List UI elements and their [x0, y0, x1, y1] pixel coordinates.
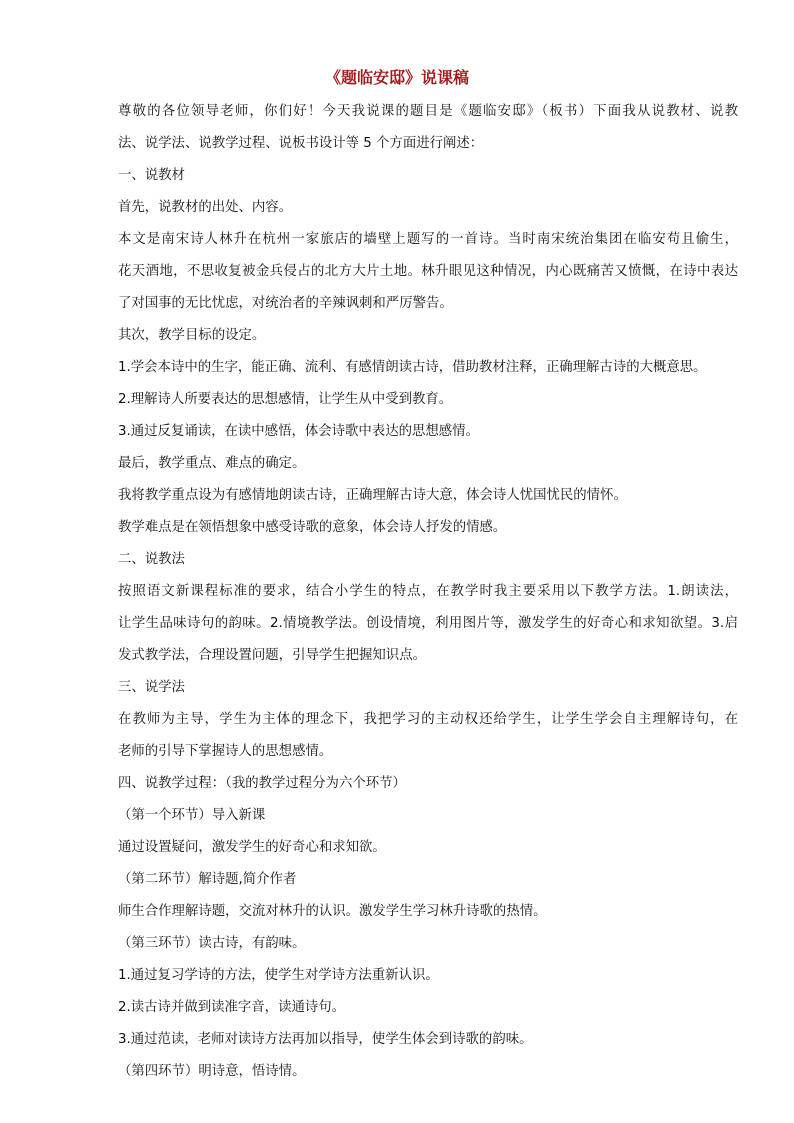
list-item: 3.通过反复诵读，在读中感悟，体会诗歌中表达的思想感情。 [118, 424, 479, 439]
paragraph-line: 让学生品味诗句的韵味。2.情境教学法。创设情境，利用图片等，激发学生的好奇心和求知欲望。3.启 [118, 616, 738, 631]
paragraph-line: 在教师为主导，学生为主体的理念下，我把学习的主动权还给学生，让学生学会自主理解诗句，在 [118, 712, 738, 727]
section-heading: 三、说学法 [118, 680, 185, 695]
section-heading: 一、说教材 [118, 168, 185, 183]
list-item: 1.通过复习学诗的方法，使学生对学诗方法重新认识。 [118, 968, 439, 983]
step-heading: （第一个环节）导入新课 [118, 808, 266, 823]
paragraph-line: 我将教学重点设为有感情地朗读古诗，正确理解古诗大意，体会诗人忧国忧民的情怀。 [118, 488, 627, 503]
paragraph-line: 师生合作理解诗题，交流对林升的认识。激发学生学习林升诗歌的热情。 [118, 904, 547, 919]
paragraph-line: 通过设置疑问，激发学生的好奇心和求知欲。 [118, 840, 386, 855]
paragraph-line: 法、说学法、说教学过程、说板书设计等 5 个方面进行阐述： [118, 136, 484, 151]
step-heading: （第三环节）读古诗，有韵味。 [118, 936, 306, 951]
paragraph-line: 发式教学法，合理设置问题，引导学生把握知识点。 [118, 648, 426, 663]
list-item: 3.通过范读，老师对读诗方法再加以指导，使学生体会到诗歌的韵味。 [118, 1032, 533, 1047]
paragraph-line: 最后，教学重点、难点的确定。 [118, 456, 306, 471]
paragraph-line: 了对国事的无比忧虑，对统治者的辛辣讽刺和严厉警告。 [118, 296, 453, 311]
paragraph-line: 本文是南宋诗人林升在杭州一家旅店的墙壁上题写的一首诗。当时南宋统治集团在临安苟且偷生， [118, 232, 738, 247]
step-heading: （第四环节）明诗意，悟诗情。 [118, 1064, 306, 1079]
paragraph-line: 老师的引导下掌握诗人的思想感情。 [118, 744, 333, 759]
list-item: 1.学会本诗中的生字，能正确、流利、有感情朗读古诗，借助教材注释，正确理解古诗的大概意思。 [118, 360, 707, 375]
paragraph-line: 按照语文新课程标准的要求，结合小学生的特点，在教学时我主要采用以下教学方法。1.朗读法， [118, 584, 738, 599]
section-heading: 四、说教学过程：（我的教学过程分为六个环节） [118, 776, 406, 791]
paragraph-line: 其次，教学目标的设定。 [118, 328, 266, 343]
section-heading: 二、说教法 [118, 552, 185, 567]
paragraph-line: 首先，说教材的出处、内容。 [118, 200, 293, 215]
document-title: 《题临安邸》说课稿 [324, 68, 469, 87]
step-heading: （第二环节）解诗题,简介作者 [118, 872, 297, 887]
paragraph-line: 教学难点是在领悟想象中感受诗歌的意象，体会诗人抒发的情感。 [118, 520, 507, 535]
paragraph-line: 尊敬的各位领导老师，你们好！今天我说课的题目是《题临安邸》（板书）下面我从说教材、说教 [118, 104, 738, 119]
list-item: 2.读古诗并做到读准字音，读通诗句。 [118, 1000, 346, 1015]
paragraph-line: 花天酒地，不思收复被金兵侵占的北方大片土地。林升眼见这种情况，内心既痛苦又愤慨，在诗中表达 [118, 264, 738, 279]
list-item: 2.理解诗人所要表达的思想感情，让学生从中受到教育。 [118, 392, 453, 407]
